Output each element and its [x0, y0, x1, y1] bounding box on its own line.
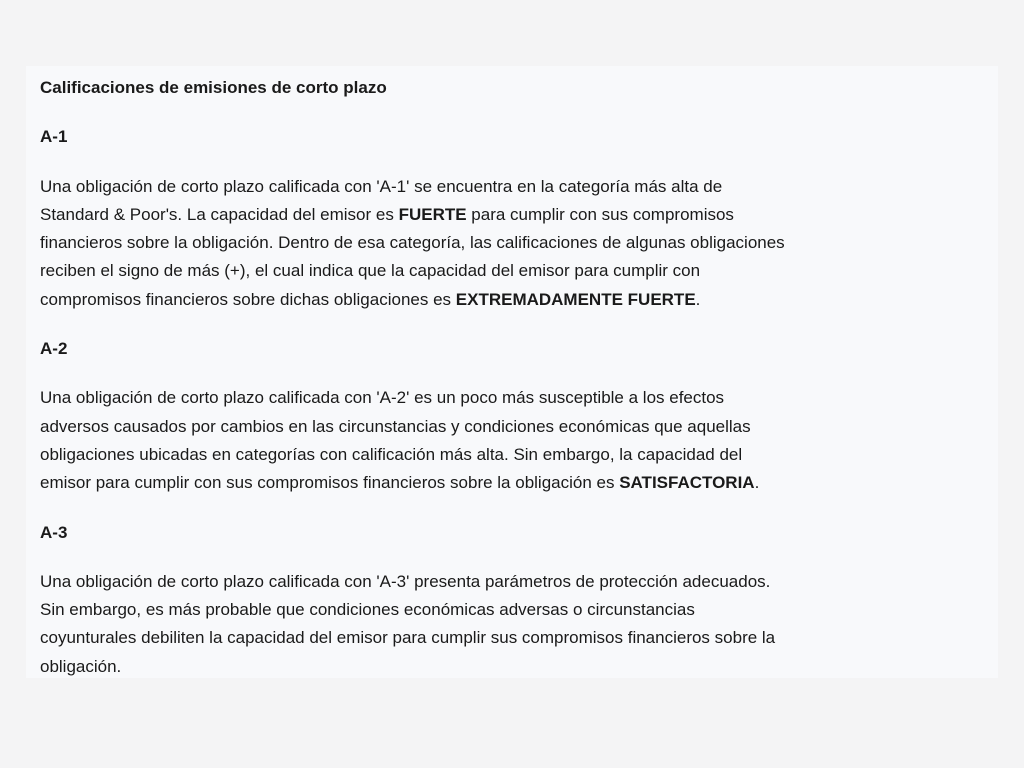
spacer [40, 102, 1000, 123]
body-text: compromisos financieros sobre dichas obligaciones es [40, 289, 456, 309]
body-text: Una obligación de corto plazo calificada con 'A-3' presenta parámetros de protección adecuados. [40, 571, 771, 591]
emphasis-text: FUERTE [398, 204, 467, 224]
body-text: obligaciones ubicadas en categorías con calificación más alta. Sin embargo, la capacidad del [40, 444, 743, 464]
body-text: adversos causados por cambios en las circunstancias y condiciones económicas que aquellas [40, 416, 751, 436]
paragraph-line [40, 469, 1000, 497]
paragraph-line [40, 568, 1000, 596]
spacer [40, 314, 1000, 335]
emphasis-text: SATISFACTORIA [619, 473, 755, 493]
body-text: Standard & Poor's. La capacidad del emisor es [40, 204, 399, 224]
paragraph-line [40, 384, 1000, 412]
emphasis-text: EXTREMADAMENTE FUERTE [455, 289, 696, 309]
paragraph-line [40, 286, 1000, 314]
spacer [40, 152, 1000, 173]
body-text: reciben el signo de más (+), el cual indica que la capacidad del emisor para cumplir con [40, 261, 701, 281]
body-text: para cumplir con sus compromisos [466, 204, 734, 224]
body-text: emisor para cumplir con sus compromisos financieros sobre la obligación es [40, 473, 620, 493]
section-paragraph-a-3 [40, 568, 1000, 681]
body-text: . [754, 473, 760, 493]
paragraph-line [40, 229, 1000, 257]
paragraph-line [40, 257, 1000, 285]
paragraph-line [40, 173, 1000, 201]
document-body [40, 74, 1000, 681]
spacer [40, 547, 1000, 568]
section-heading-a-1: A-1 [40, 127, 68, 147]
body-text: obligación. [40, 656, 122, 676]
paragraph-line [40, 413, 1000, 441]
rating-sections [40, 123, 1000, 681]
spacer [40, 498, 1000, 519]
paragraph-line [40, 596, 1000, 624]
body-text: coyunturales debiliten la capacidad del emisor para cumplir sus compromisos financieros sobre la [40, 628, 776, 648]
document-title: Calificaciones de emisiones de corto plazo [40, 78, 387, 97]
paragraph-line [40, 653, 1000, 681]
body-text: Una obligación de corto plazo calificada con 'A-1' se encuentra en la categoría más alta de [40, 176, 723, 196]
section-paragraph-a-2 [40, 384, 1000, 497]
body-text: Una obligación de corto plazo calificada con 'A-2' es un poco más susceptible a los efectos [40, 388, 725, 408]
section-paragraph-a-1 [40, 173, 1000, 314]
paragraph-line [40, 201, 1000, 229]
body-text: . [695, 289, 701, 309]
spacer [40, 363, 1000, 384]
body-text: financieros sobre la obligación. Dentro de esa categoría, las calificaciones de algunas obligaciones [40, 233, 785, 253]
section-heading-a-2: A-2 [40, 339, 68, 359]
paragraph-line [40, 624, 1000, 652]
body-text: Sin embargo, es más probable que condiciones económicas adversas o circunstancias [40, 600, 695, 620]
paragraph-line [40, 441, 1000, 469]
section-heading-a-3: A-3 [40, 522, 68, 542]
